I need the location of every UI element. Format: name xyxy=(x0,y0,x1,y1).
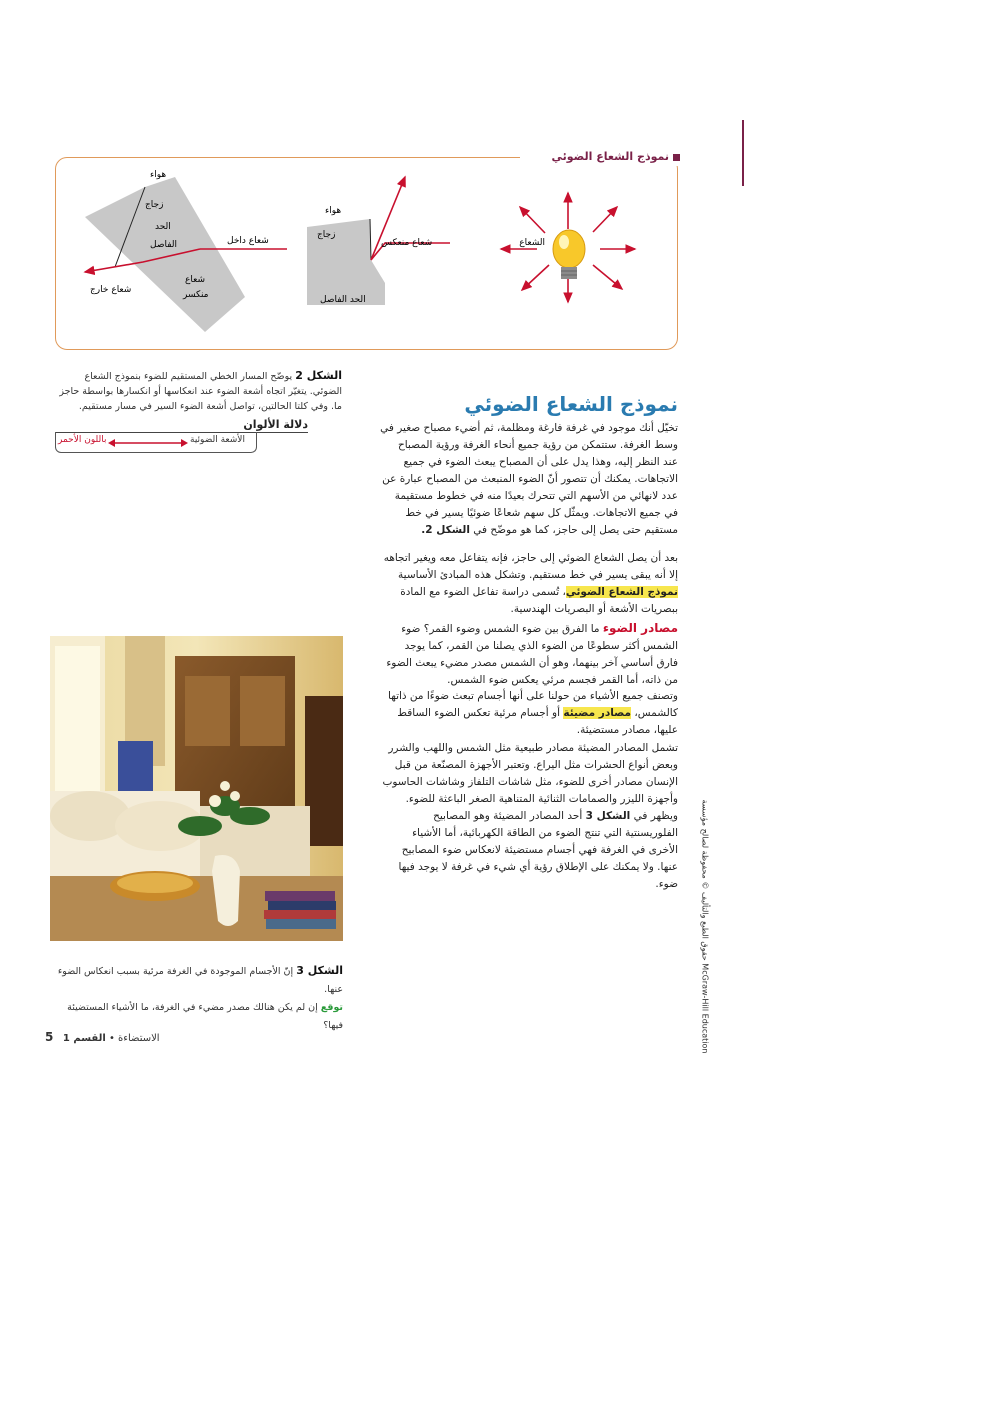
bulb-icon xyxy=(553,230,585,268)
bulb-base-icon xyxy=(561,267,577,279)
ray-down-left xyxy=(522,265,549,290)
paragraph-1: تخيّل أنك موجود في غرفة فارغة ومظلمة، ثم أضيء مصباح صغير في وسط الغرفة. ستتمكن من رؤية جميع أنحاء الغرفة ورؤية المصباح عند النظر إليه، وهذا يدل على أن المصباح يبعث الضوء في جميع الاتجاهات. يمكنك أن تتصور أنّ الضوء المنبعث من المصباح عبارة عن عدد لانهائي من الأسهم التي تتحرك بعيدًا منه في خطوط مستقيمة في جميع الاتجاهات. ويمثّل كل سهم شعاعًا ضوئيًا يسير في خط مستقيم حتى يصل إلى حاجز، كما هو موضّح في الشكل 2. xyxy=(380,422,678,536)
page-footer xyxy=(45,1030,160,1044)
paragraph-2: بعد أن يصل الشعاع الضوئي إلى حاجز، فإنه يتفاعل معه ويغير اتجاهه إلا أنه يبقى يسير في خط مستقيم. وتشكل هذه المبادئ الأساسية نموذج الشعاع الضوئي، تُسمى دراسة تفاعل الضوء مع المادة ببصريات الأشعة أو البصريات الهندسية. xyxy=(383,552,678,615)
figure-3-photo xyxy=(50,636,343,941)
paragraph-4: وتصنف جميع الأشياء من حولنا على أنها أجسام تبعث ضوءًا من ذاتها كالشمس، مصادر مضيئة أو أجسام مرئية تعكس الضوء الساقط عليها، مصادر مستضيئة. xyxy=(388,690,678,736)
glass-label-1: زجاج xyxy=(145,200,164,210)
paragraph-3: مصادر الضوء ما الفرق بين ضوء الشمس وضوء القمر؟ ضوء الشمس أكثر سطوعًا من الضوء الذي يصلنا من القمر، كما يوجد فارق أساسي آخر بينهما، وهو أن الشمس مصدر مضيء يبعث الضوء من ذاته، أما القمر فجسم مرئي يعكس ضوء الشمس. xyxy=(386,621,678,686)
color-key-item: الأشعة الضوئية xyxy=(190,435,245,445)
ray-label: الشعاع xyxy=(519,238,545,248)
term-luminous-sources: مصادر مضيئة xyxy=(563,707,632,719)
ray-up-left xyxy=(520,207,545,233)
refraction-group xyxy=(85,170,287,332)
color-key-title: دلالة الألوان xyxy=(55,418,308,433)
sources-heading: مصادر الضوء xyxy=(602,621,678,635)
outgoing-ray-label: شعاع خارج xyxy=(90,285,132,295)
footer-bullet: • xyxy=(108,1033,115,1044)
boundary-label-1: الحد الفاصل xyxy=(320,295,366,305)
page-number: 5 xyxy=(45,1030,54,1044)
ray-up-right xyxy=(593,207,617,232)
boundary-label-2a: الحد xyxy=(155,222,171,232)
figure-2-caption: الشكل 2 يوضّح المسار الخطي المستقيم للضوء بنموذج الشعاع الضوئي. يتغيّر اتجاه أشعة الضوء عند انعكاسها أو انكسارها بواسطة حاجز ما. وفي كلتا الحالتين، تواصل أشعة الضوء السير في مسار مستقيم. xyxy=(59,369,342,412)
ray-down-right xyxy=(593,265,622,289)
air-label-1: هواء xyxy=(150,170,167,180)
margin-bar xyxy=(742,120,744,186)
section-name: القسم 1 xyxy=(62,1033,106,1044)
predict-label: توقع xyxy=(320,1002,343,1013)
air-label-2: هواء xyxy=(325,206,342,216)
refracted-ray-label-a: شعاع xyxy=(185,275,205,285)
figure-2-title: نموذج الشعاع الضوئي xyxy=(520,150,682,166)
color-key-color-name: باللون الأحمر xyxy=(58,435,107,445)
paragraph-5: تشمل المصادر المضيئة مصادر طبيعية مثل الشمس واللهب والشرر وبعض أنواع الحشرات مثل اليراع. وتعتبر الأجهزة المصنّعة من قبل الإنسان مصادر أخرى للضوء، مثل شاشات التلفاز وشاشات الحاسوب وأجهزة الليزر والصمامات الثنائية المتناهية الصغر الباعثة للضوء. ويظهر في الشكل 3 أحد المصادر المضيئة وهو المصابيح الفلوريسنتية التي تنتج الضوء من الطاقة الكهربائية، أما الأشياء الأخرى في الغرفة فهي أجسام مستضيئة لانعكاس ضوء المصابيح عنها. ولا يمكنك على الإطلاق رؤية أي شيء في غرفة لا يوجد فيها ضوء. xyxy=(382,742,678,890)
incoming-ray-label: شعاع داخل xyxy=(227,236,269,246)
reflected-ray-label: شعاع منعكس xyxy=(381,238,433,248)
section-heading: نموذج الشعاع الضوئي xyxy=(464,392,678,416)
copyright-notice: حقوق الطبع والتأليف © محفوظة لصالح مؤسسة McGraw-Hill Education xyxy=(700,799,710,1054)
glass-label-2: زجاج xyxy=(317,230,336,240)
reflection-group xyxy=(307,177,450,305)
chapter-name: الاستضاءة xyxy=(118,1033,160,1044)
glass-block-refraction xyxy=(85,177,245,332)
term-ray-model: نموذج الشعاع الضوئي xyxy=(565,586,678,598)
figure-3-caption: الشكل 3 إنّ الأجسام الموجودة في الغرفة مرئية بسبب انعكاس الضوء عنها. توقع إن لم يكن هنالك مصدر مضيء في الغرفة، ما الأشياء المستضيئة فيها؟ xyxy=(57,964,343,1031)
light-bulb-group xyxy=(501,193,635,302)
color-key-arrow xyxy=(108,436,188,450)
boundary-label-2b: الفاصل xyxy=(150,240,177,250)
refracted-ray-label-b: منكسر xyxy=(183,290,209,300)
figure-2-diagram xyxy=(55,157,678,350)
